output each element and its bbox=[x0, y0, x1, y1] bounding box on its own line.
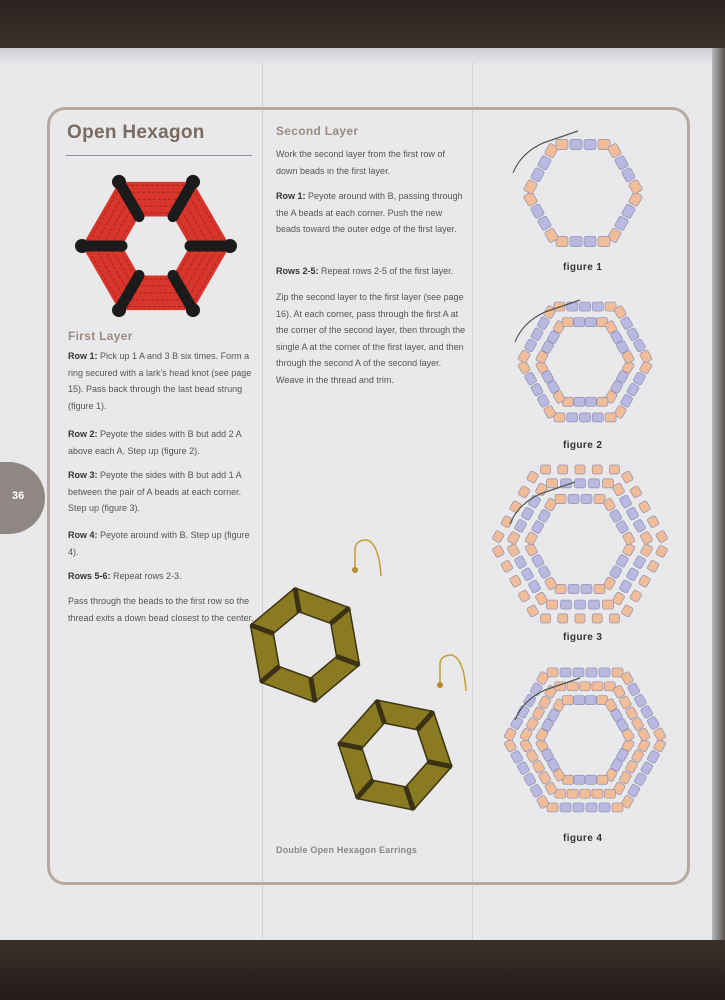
black-corner-tip bbox=[186, 175, 200, 189]
b-bead bbox=[580, 413, 591, 422]
b-bead bbox=[640, 705, 653, 719]
row-label: Row 1: bbox=[276, 191, 306, 201]
ear-wire-bead bbox=[437, 682, 443, 688]
b-bead bbox=[537, 394, 550, 408]
b-bead bbox=[570, 237, 582, 247]
b-bead bbox=[573, 668, 584, 677]
b-bead bbox=[627, 784, 640, 798]
b-bead bbox=[530, 204, 545, 219]
b-bead bbox=[647, 716, 660, 730]
black-corner-tip bbox=[186, 303, 200, 317]
b-bead bbox=[510, 750, 523, 764]
b-bead bbox=[501, 560, 514, 573]
a-bead bbox=[525, 531, 538, 545]
black-corner-tip bbox=[223, 239, 237, 253]
b-bead bbox=[509, 500, 522, 513]
photo-caption: Double Open Hexagon Earrings bbox=[276, 845, 418, 855]
b-bead bbox=[592, 682, 603, 691]
page-top-shading bbox=[0, 48, 712, 66]
b-bead bbox=[560, 803, 571, 812]
row-text: Peyote around with B, passing through the A beads at each corner. Push the new beads toward the outer edge of the first layer. bbox=[276, 191, 463, 234]
b-bead bbox=[528, 579, 541, 593]
b-bead bbox=[614, 216, 629, 231]
b-bead bbox=[634, 772, 647, 786]
a-bead bbox=[526, 604, 539, 617]
b-bead bbox=[509, 575, 522, 588]
second-layer-intro: Work the second layer from the first row of down beads in the first layer. bbox=[276, 149, 445, 176]
a-bead bbox=[541, 614, 551, 623]
b-bead bbox=[589, 479, 600, 488]
a-bead bbox=[523, 179, 538, 194]
b-bead bbox=[521, 567, 534, 581]
b-bead bbox=[537, 216, 552, 231]
b-bead bbox=[575, 614, 585, 623]
figure-2-caption: figure 2 bbox=[563, 440, 603, 451]
page-right-edge bbox=[712, 48, 725, 940]
b-bead bbox=[586, 668, 597, 677]
figure-2-diagram bbox=[505, 290, 665, 435]
a-bead bbox=[621, 604, 634, 617]
b-bead bbox=[633, 338, 646, 352]
b-bead bbox=[585, 318, 596, 327]
a-bead bbox=[541, 465, 551, 474]
b-bead bbox=[584, 237, 596, 247]
b-bead bbox=[531, 520, 544, 534]
b-bead bbox=[627, 682, 640, 696]
row-text: Peyote the sides with B but add 1 A between the pair of A beads at each corner. Step up (figure 3). bbox=[68, 470, 242, 513]
b-bead bbox=[626, 383, 639, 397]
first-layer-row-3 bbox=[68, 467, 258, 517]
row-text: Peyote the sides with B but add 2 A above each A. Step up (figure 2). bbox=[68, 429, 242, 456]
b-bead bbox=[558, 614, 568, 623]
first-layer-row-1 bbox=[68, 348, 258, 414]
b-bead bbox=[523, 772, 536, 786]
a-bead bbox=[562, 318, 573, 327]
b-bead bbox=[575, 465, 585, 474]
b-bead bbox=[567, 682, 578, 691]
first-layer-row-5-6 bbox=[68, 568, 258, 585]
a-bead bbox=[640, 531, 653, 545]
black-corner-tip bbox=[112, 303, 126, 317]
b-bead bbox=[585, 696, 596, 705]
first-layer-row-4 bbox=[68, 527, 258, 560]
b-bead bbox=[570, 140, 582, 150]
b-bead bbox=[599, 803, 610, 812]
second-layer-closing: Zip the second layer to the first layer (see page 16). At each corner, pass through the first A at the corner of the second layer, then through the single A at the corner of the first layer, and then through the second A of the second layer. Weave in the thread and trim. bbox=[276, 292, 466, 385]
b-bead bbox=[616, 520, 629, 534]
b-bead bbox=[580, 789, 591, 798]
b-bead bbox=[614, 155, 629, 170]
a-bead bbox=[609, 614, 619, 623]
a-bead bbox=[639, 349, 652, 363]
a-bead bbox=[556, 140, 568, 150]
b-bead bbox=[609, 565, 622, 579]
b-bead bbox=[647, 515, 660, 528]
b-bead bbox=[518, 590, 531, 603]
a-bead bbox=[605, 413, 616, 422]
black-corner-tip bbox=[112, 175, 126, 189]
ear-wire bbox=[355, 540, 381, 576]
ear-wire bbox=[440, 655, 466, 691]
book-bottom-edge bbox=[0, 940, 725, 1000]
b-bead bbox=[592, 413, 603, 422]
b-bead bbox=[560, 668, 571, 677]
a-bead bbox=[518, 349, 531, 363]
b-bead bbox=[574, 775, 585, 784]
second-layer-row-2-5 bbox=[276, 263, 466, 280]
b-bead bbox=[640, 761, 653, 775]
a-bead bbox=[504, 727, 517, 741]
a-bead bbox=[594, 584, 605, 593]
b-bead bbox=[589, 600, 600, 609]
b-bead bbox=[626, 507, 639, 521]
b-bead bbox=[530, 784, 543, 798]
b-bead bbox=[568, 494, 579, 503]
a-bead bbox=[622, 531, 635, 545]
b-bead bbox=[524, 372, 537, 386]
gold-hexagon bbox=[251, 588, 360, 702]
title-underline bbox=[66, 155, 252, 156]
first-layer-heading: First Layer bbox=[68, 329, 133, 343]
b-bead bbox=[568, 584, 579, 593]
b-bead bbox=[574, 318, 585, 327]
b-bead bbox=[531, 554, 544, 568]
b-bead bbox=[567, 789, 578, 798]
b-bead bbox=[561, 600, 572, 609]
a-bead bbox=[655, 530, 668, 543]
b-bead bbox=[584, 140, 596, 150]
ear-wire-bead bbox=[352, 567, 358, 573]
b-bead bbox=[609, 509, 622, 523]
b-bead bbox=[629, 590, 642, 603]
figure-3-diagram bbox=[485, 462, 675, 627]
a-bead bbox=[612, 592, 625, 606]
figure-4-diagram bbox=[495, 655, 675, 825]
b-bead bbox=[580, 302, 591, 311]
b-bead bbox=[575, 600, 586, 609]
b-bead bbox=[517, 761, 530, 775]
a-bead bbox=[653, 727, 666, 741]
a-bead bbox=[555, 494, 566, 503]
figure-1-diagram bbox=[505, 125, 655, 260]
b-bead bbox=[599, 668, 610, 677]
a-bead bbox=[597, 397, 608, 406]
a-bead bbox=[562, 696, 573, 705]
b-bead bbox=[530, 327, 543, 341]
first-layer-row-2 bbox=[68, 426, 258, 459]
a-bead bbox=[597, 775, 608, 784]
a-bead bbox=[507, 531, 520, 545]
b-bead bbox=[626, 327, 639, 341]
b-bead bbox=[633, 555, 646, 569]
figure-3-caption: figure 3 bbox=[563, 632, 603, 643]
row-label: Row 4: bbox=[68, 530, 98, 540]
a-bead bbox=[603, 479, 614, 488]
row-text: Repeat rows 2-3. bbox=[110, 571, 182, 581]
b-bead bbox=[633, 372, 646, 386]
b-bead bbox=[537, 316, 550, 330]
b-bead bbox=[558, 465, 568, 474]
a-bead bbox=[612, 803, 623, 812]
red-hexagon-beadwork-photo bbox=[78, 168, 234, 324]
b-bead bbox=[530, 167, 545, 182]
b-bead bbox=[621, 167, 636, 182]
b-bead bbox=[530, 383, 543, 397]
b-bead bbox=[537, 155, 552, 170]
a-bead bbox=[621, 470, 634, 483]
b-bead bbox=[616, 554, 629, 568]
b-bead bbox=[514, 555, 527, 569]
a-bead bbox=[492, 545, 505, 558]
a-bead bbox=[547, 668, 558, 677]
first-layer-closing: Pass through the beads to the first row so the thread exits a down bead closest to the center. bbox=[68, 596, 254, 623]
b-bead bbox=[510, 716, 523, 730]
a-bead bbox=[492, 530, 505, 543]
row-label: Rows 2-5: bbox=[276, 266, 319, 276]
b-bead bbox=[592, 614, 602, 623]
a-bead bbox=[655, 545, 668, 558]
b-bead bbox=[592, 789, 603, 798]
b-bead bbox=[647, 750, 660, 764]
b-bead bbox=[574, 696, 585, 705]
b-bead bbox=[581, 584, 592, 593]
a-bead bbox=[535, 592, 548, 606]
a-bead bbox=[547, 479, 558, 488]
b-bead bbox=[585, 775, 596, 784]
b-bead bbox=[581, 494, 592, 503]
a-bead bbox=[603, 600, 614, 609]
row-label: Row 1: bbox=[68, 351, 98, 361]
b-bead bbox=[621, 204, 636, 219]
page-title: Open Hexagon bbox=[67, 122, 205, 143]
black-corner-tip bbox=[75, 239, 89, 253]
gold-earrings-photo bbox=[240, 530, 475, 840]
a-bead bbox=[507, 543, 520, 557]
a-bead bbox=[628, 179, 643, 194]
row-text: Peyote around with B. Step up (figure 4). bbox=[68, 530, 250, 557]
b-bead bbox=[538, 565, 551, 579]
a-bead bbox=[609, 465, 619, 474]
figure-4-caption: figure 4 bbox=[563, 833, 603, 844]
b-bead bbox=[518, 485, 531, 498]
gold-hexagon bbox=[338, 700, 452, 810]
row-label: Rows 5-6: bbox=[68, 571, 111, 581]
b-bead bbox=[514, 519, 527, 533]
row-text: Repeat rows 2-5 of the first layer. bbox=[318, 266, 454, 276]
a-bead bbox=[604, 789, 615, 798]
row-label: Row 3: bbox=[68, 470, 98, 480]
second-layer-row-1 bbox=[276, 188, 466, 238]
a-bead bbox=[547, 600, 558, 609]
b-bead bbox=[592, 302, 603, 311]
b-bead bbox=[592, 465, 602, 474]
row-text: Pick up 1 A and 3 B six times. Form a ring secured with a lark's head knot (see page 15). Pass back through the last bead strung (figure 1). bbox=[68, 351, 252, 411]
b-bead bbox=[538, 509, 551, 523]
a-bead bbox=[598, 237, 610, 247]
b-bead bbox=[574, 397, 585, 406]
second-layer-heading: Second Layer bbox=[276, 124, 359, 138]
b-bead bbox=[619, 495, 632, 509]
b-bead bbox=[626, 567, 639, 581]
b-bead bbox=[638, 500, 651, 513]
b-bead bbox=[573, 803, 584, 812]
b-bead bbox=[633, 519, 646, 533]
figure-1-caption: figure 1 bbox=[563, 262, 603, 273]
b-bead bbox=[620, 394, 633, 408]
b-bead bbox=[580, 682, 591, 691]
b-bead bbox=[630, 485, 643, 498]
b-bead bbox=[585, 397, 596, 406]
b-bead bbox=[620, 316, 633, 330]
b-bead bbox=[567, 413, 578, 422]
b-bead bbox=[575, 479, 586, 488]
b-bead bbox=[647, 560, 660, 573]
page-number: 36 bbox=[12, 490, 25, 502]
b-bead bbox=[619, 579, 632, 593]
b-bead bbox=[524, 338, 537, 352]
b-bead bbox=[586, 803, 597, 812]
b-bead bbox=[634, 694, 647, 708]
book-top-edge bbox=[0, 0, 725, 50]
b-bead bbox=[521, 507, 534, 521]
a-bead bbox=[526, 470, 539, 483]
b-bead bbox=[638, 575, 651, 588]
a-bead bbox=[640, 543, 653, 557]
row-label: Row 2: bbox=[68, 429, 98, 439]
